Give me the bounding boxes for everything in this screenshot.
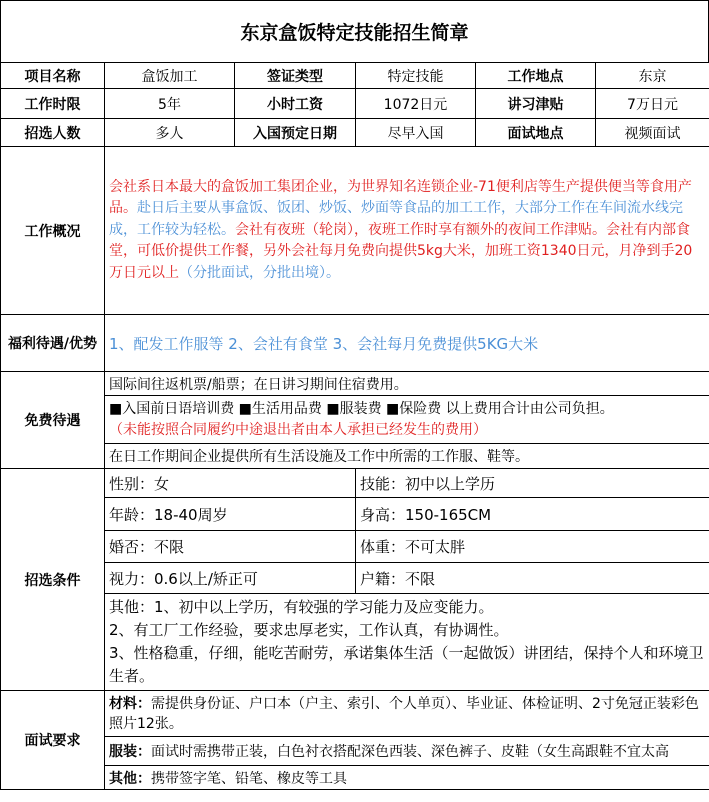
info-table (0, 62, 709, 790)
value-project-name: 盒饭加工 (105, 63, 235, 89)
interview-materials-label: 材料： (109, 695, 151, 712)
label-work-location: 工作地点 (476, 63, 596, 89)
cond-row-4 (1, 563, 709, 594)
cond-marriage: 婚否：不限 (105, 531, 356, 563)
basic-row-2 (1, 89, 709, 119)
overview-seg-3: 会社有夜班（轮岗），夜班工作时享有额外的夜间工作津贴。会社有内部食堂，可低价提供工作餐，另外会社每月免费向提供5kg大米，加班工资1340日元，月净到手20万日元以上 (109, 221, 693, 281)
welfare-label: 福利待遇/优势 (1, 315, 105, 372)
label-visa-type: 签证类型 (235, 63, 356, 89)
free-line-4: 在日工作期间企业提供所有生活设施及工作中所需的工作服、鞋等。 (105, 444, 709, 469)
label-entry-date: 入国预定日期 (235, 119, 356, 147)
interview-other-text: 携带签字笔、铅笔、橡皮等工具 (151, 770, 347, 787)
overview-seg-1: 会社系日本最大的盒饭加工集团企业，为世界知名连锁企业-71便利店等生产提供便当等食用产品。 (109, 178, 692, 217)
free-line-3: （未能按照合同履约中途退出者由本人承担已经发生的费用） (109, 421, 487, 438)
label-work-term: 工作时限 (1, 89, 105, 119)
cond-weight: 体重：不可太胖 (356, 531, 709, 563)
label-project-name: 项目名称 (1, 63, 105, 89)
cond-row-2 (1, 498, 709, 531)
interview-dress-label: 服装： (109, 744, 151, 760)
interview-row-1 (1, 691, 709, 737)
cond-row-1 (1, 469, 709, 498)
cond-row-3 (1, 531, 709, 563)
label-interview-location: 面试地点 (476, 119, 596, 147)
label-training-allowance: 讲习津贴 (476, 89, 596, 119)
page-title: 东京盒饭特定技能招生简章 (0, 0, 709, 63)
interview-materials (105, 691, 709, 737)
interview-dress-text: 面试时需携带正装，白色衬衣搭配深色西装、深色裤子、皮鞋（女生高跟鞋不宜太高 (151, 744, 669, 760)
cond-age: 年龄：18-40周岁 (105, 498, 356, 531)
free-row-1 (1, 372, 709, 396)
free-line-1: 国际间往返机票/船票；在日讲习期间住宿费用。 (105, 372, 709, 396)
free-line-2: ■入国前日语培训费 ■生活用品费 ■服装费 ■保险费 以上费用合计由公司负担。 (109, 400, 614, 417)
value-entry-date: 尽早入国 (356, 119, 476, 147)
cond-household: 户籍：不限 (356, 563, 709, 594)
interview-dress (105, 737, 709, 766)
interview-row-2 (1, 737, 709, 766)
value-work-term: 5年 (105, 89, 235, 119)
basic-row-3 (1, 119, 709, 147)
basic-row-1 (1, 63, 709, 89)
overview-seg-4: （分批面试，分批出境）。 (179, 264, 340, 281)
label-hourly-wage: 小时工资 (235, 89, 356, 119)
value-headcount: 多人 (105, 119, 235, 147)
overview-seg-2: 赴日后主要从事盒饭、饭团、炒饭、炒面等食品的加工工作，大部分工作在车间流水线完成，工作较为轻松。 (109, 200, 683, 238)
conditions-label: 招选条件 (1, 469, 105, 691)
overview-row (1, 147, 709, 315)
overview-text (105, 147, 709, 315)
cond-skill: 技能：初中以上学历 (356, 469, 709, 498)
free-row-3 (1, 444, 709, 469)
welfare-text: 1、配发工作服等 2、会社有食堂 3、会社每月免费提供5KG大米 (105, 315, 709, 372)
value-training-allowance: 7万日元 (596, 89, 709, 119)
value-interview-location: 视频面试 (596, 119, 709, 147)
welfare-row (1, 315, 709, 372)
interview-materials-text: 需提供身份证、户口本（户主、索引、个人单页）、毕业证、体检证明、2寸免冠正装彩色照片12张。 (109, 695, 699, 732)
overview-label: 工作概况 (1, 147, 105, 315)
interview-other-label: 其他： (109, 770, 151, 787)
cond-gender: 性别：女 (105, 469, 356, 498)
free-row-2 (1, 396, 709, 444)
cond-other-1: 其他：1、初中以上学历，有较强的学习能力及应变能力。 (109, 598, 494, 616)
label-headcount: 招选人数 (1, 119, 105, 147)
value-work-location: 东京 (596, 63, 709, 89)
cond-other-2: 2、有工厂工作经验，要求忠厚老实，工作认真，有协调性。 (109, 621, 509, 639)
interview-other (105, 766, 709, 790)
value-hourly-wage: 1072日元 (356, 89, 476, 119)
cond-height: 身高：150-165CM (356, 498, 709, 531)
cond-row-5 (1, 594, 709, 691)
cond-vision: 视力：0.6以上/矫正可 (105, 563, 356, 594)
interview-row-3 (1, 766, 709, 790)
interview-label: 面试要求 (1, 691, 105, 790)
cond-other-3: 3、性格稳重，仔细，能吃苦耐劳，承诺集体生活（一起做饭）讲团结，保持个人和环境卫生者。 (109, 644, 704, 685)
value-visa-type: 特定技能 (356, 63, 476, 89)
free-label: 免费待遇 (1, 372, 105, 469)
